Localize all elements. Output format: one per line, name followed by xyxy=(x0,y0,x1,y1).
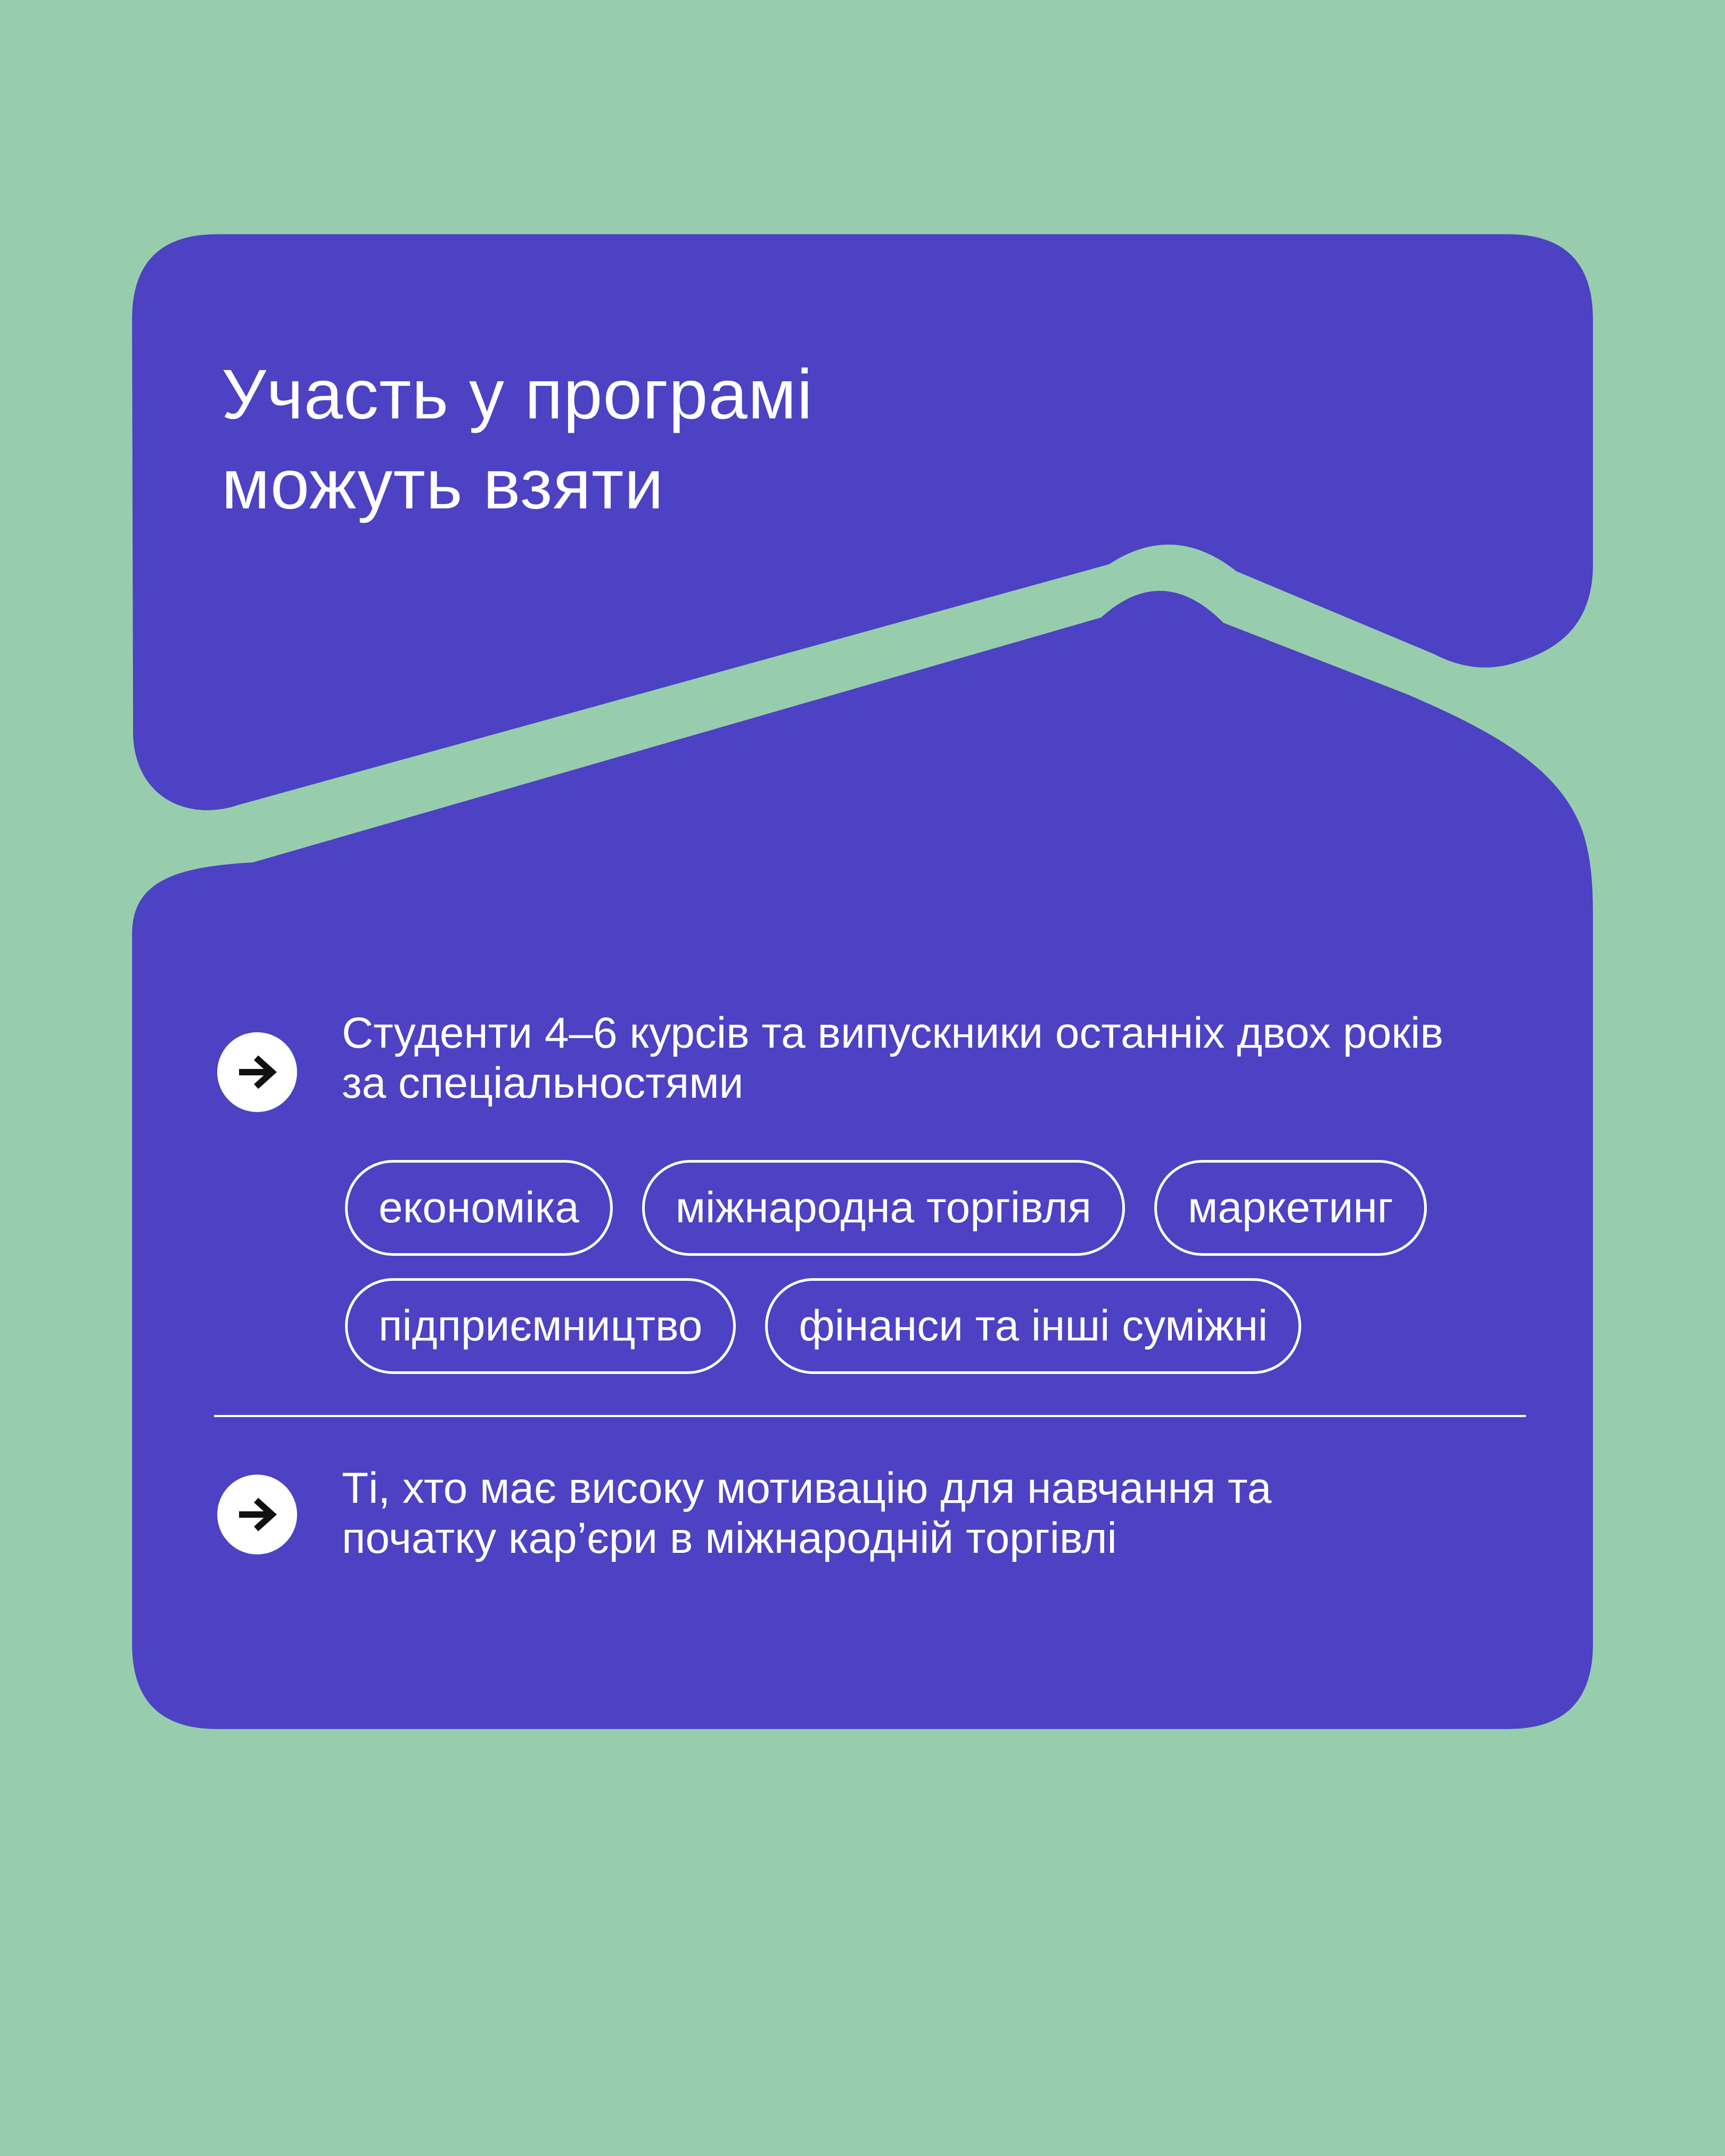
tags-row-1 xyxy=(345,1160,1427,1256)
section-divider xyxy=(214,1415,1526,1417)
arrow-right-icon xyxy=(217,1475,297,1554)
title-line-2: можуть взяти xyxy=(221,445,664,523)
bullet-2-line-1: Ті, хто має високу мотивацію для навчання та xyxy=(342,1464,1272,1512)
bullet-2-line-2: початку кар’єри в міжнародній торгівлі xyxy=(342,1514,1117,1563)
bullet-1-line-1: Студенти 4–6 курсів та випускники останніх двох років xyxy=(342,1009,1444,1057)
tags-row-2 xyxy=(345,1278,1301,1374)
tag-pill: економіка xyxy=(345,1160,613,1256)
tag-pill: маркетинг xyxy=(1154,1160,1427,1256)
bullet-text-2 xyxy=(342,1463,1271,1564)
tag-pill: міжнародна торгівля xyxy=(642,1160,1125,1256)
bullet-text-1 xyxy=(342,1008,1443,1109)
arrow-right-icon xyxy=(217,1032,297,1112)
tag-pill: фінанси та інші суміжні xyxy=(765,1278,1301,1374)
page-title xyxy=(221,350,813,530)
bullet-1-line-2: за спеціальностями xyxy=(342,1059,744,1108)
tag-pill: підприємництво xyxy=(345,1278,736,1374)
title-line-1: Участь у програмі xyxy=(221,355,813,433)
